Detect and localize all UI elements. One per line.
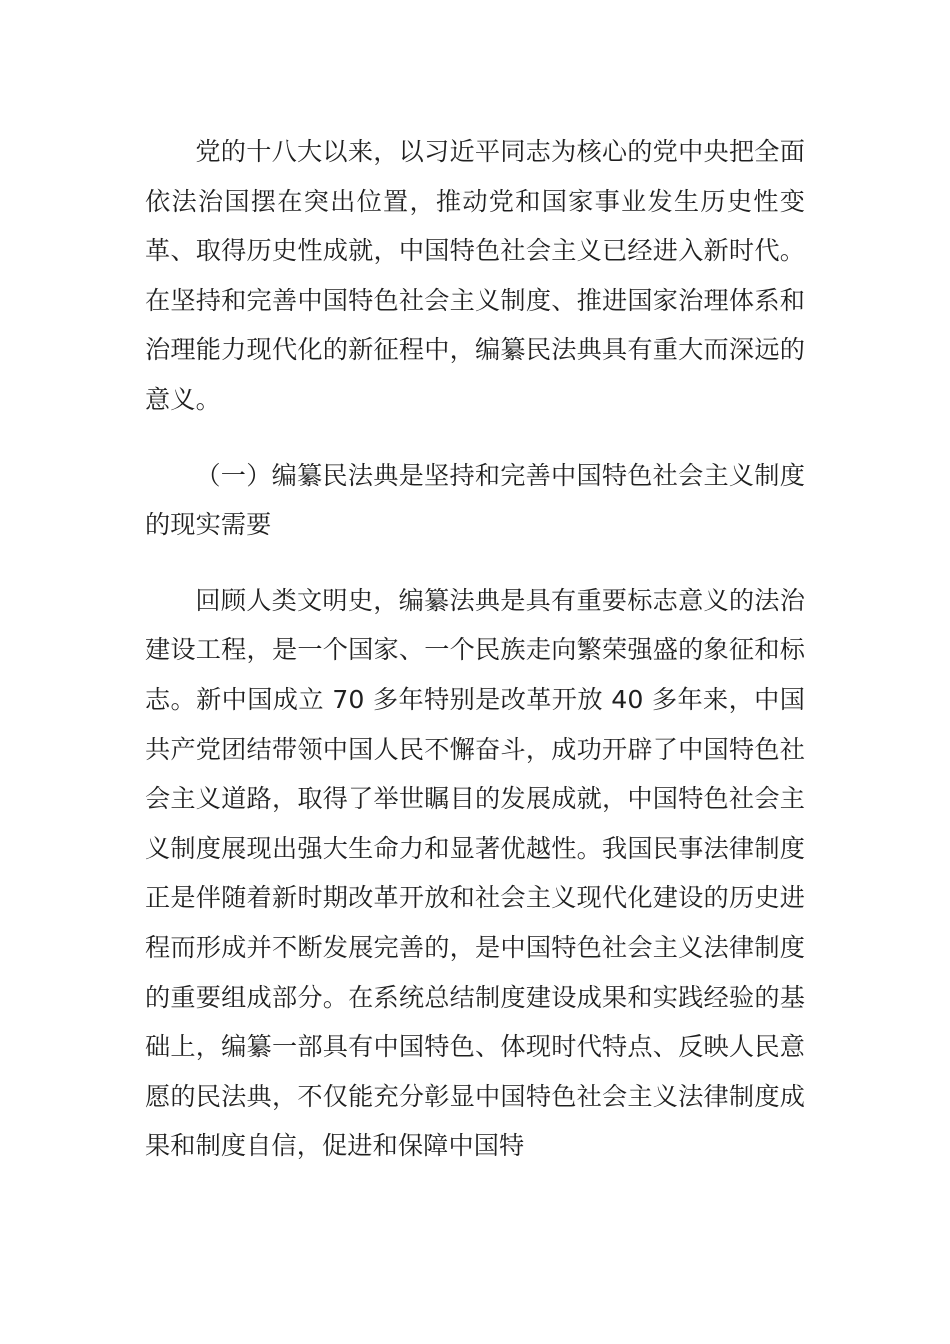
section-heading: （一）编纂民法典是坚持和完善中国特色社会主义制度的现实需要 — [145, 460, 805, 540]
document-body — [145, 127, 805, 1171]
body-paragraph: 回顾人类文明史，编纂法典是具有重要标志意义的法治建设工程，是一个国家、一个民族走向繁荣强盛的象征和标志。新中国成立 70 多年特别是改革开放 40 多年来，中国共产党团结带领中国人民不懈奋斗，成功开辟了中国特色社会主义道路，取得了举世瞩目的发展成就，中国特色社会主义制度展现出强大生命力和显著优越性。我国民事法律制度正是伴随着新时期改革开放和社会主义现代化建设的历史进程而形成并不断发展完善的，是中国特色社会主义法律制度的重要组成部分。在系统总结制度建设成果和实践经验的基础上，编纂一部具有中国特色、体现时代特点、反映人民意愿的民法典，不仅能充分彰显中国特色社会主义法律制度成果和制度自信，促进和保障中国特 — [145, 585, 805, 1161]
intro-paragraph: 党的十八大以来，以习近平同志为核心的党中央把全面依法治国摆在突出位置，推动党和国家事业发生历史性变革、取得历史性成就，中国特色社会主义已经进入新时代。在坚持和完善中国特色社会主义制度、推进国家治理体系和治理能力现代化的新征程中，编纂民法典具有重大而深远的意义。 — [145, 137, 805, 414]
